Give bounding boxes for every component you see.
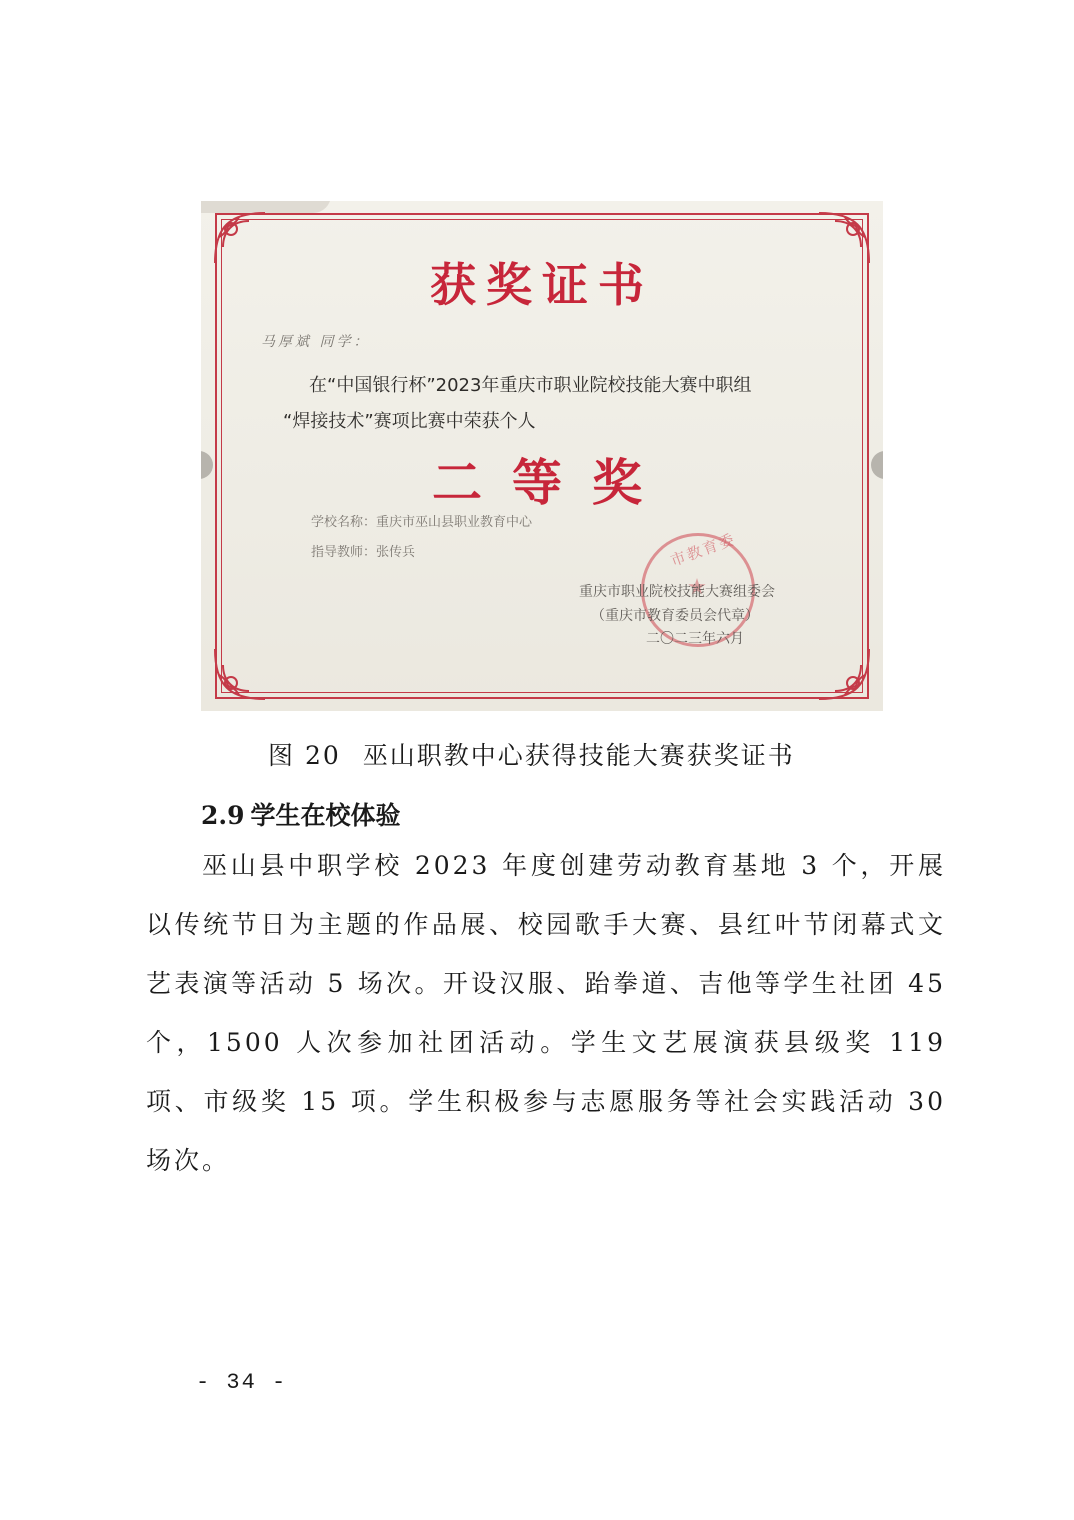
page-number: - 34 - [196, 1370, 288, 1395]
corner-ornament-icon [813, 643, 875, 705]
certificate-school: 学校名称：重庆市巫山县职业教育中心 [311, 515, 533, 530]
certificate-photo [201, 201, 883, 711]
section-title: 学生在校体验 [250, 801, 401, 830]
certificate-text-line-2: “焊接技术”赛项比赛中荣获个人 [283, 411, 536, 432]
section-heading [201, 796, 401, 832]
certificate-teacher: 指导教师：张传兵 [311, 545, 416, 560]
body-paragraph: 巫山县中职学校 2023 年度创建劳动教育基地 3 个，开展以传统节日为主题的作品展、校园歌手大赛、县红叶节闭幕式文艺表演等活动 5 场次。开设汉服、跆拳道、吉他等学生社团 45 个，1500 人次参加社团活动。学生文艺展演获县级奖 119 项、市级奖 15 项。学生积极参与志愿服务等社会实践活动 30 场次。 [146, 851, 946, 1175]
seal-text: 市教育委 [668, 529, 739, 571]
certificate-prize: 二等奖 [432, 453, 672, 512]
figure-caption-text: 巫山职教中心获得技能大赛获奖证书 [362, 741, 795, 770]
corner-ornament-icon [209, 643, 271, 705]
certificate-text-line-1: 在“中国银行杯”2023年重庆市职业院校技能大赛中职组 [309, 375, 752, 396]
certificate-title: 获奖证书 [430, 258, 654, 312]
figure-caption [268, 736, 795, 772]
certificate-organizer: 重庆市职业院校技能大赛组委会 [579, 584, 775, 600]
certificate-date: 二〇二三年六月 [646, 631, 744, 647]
figure-caption-number: 图 20 [268, 741, 341, 770]
section-number: 2.9 [201, 801, 245, 830]
certificate-recipient: 马厚斌 同学： [261, 334, 371, 350]
certificate-seal-note: （重庆市教育委员会代章） [591, 608, 759, 624]
